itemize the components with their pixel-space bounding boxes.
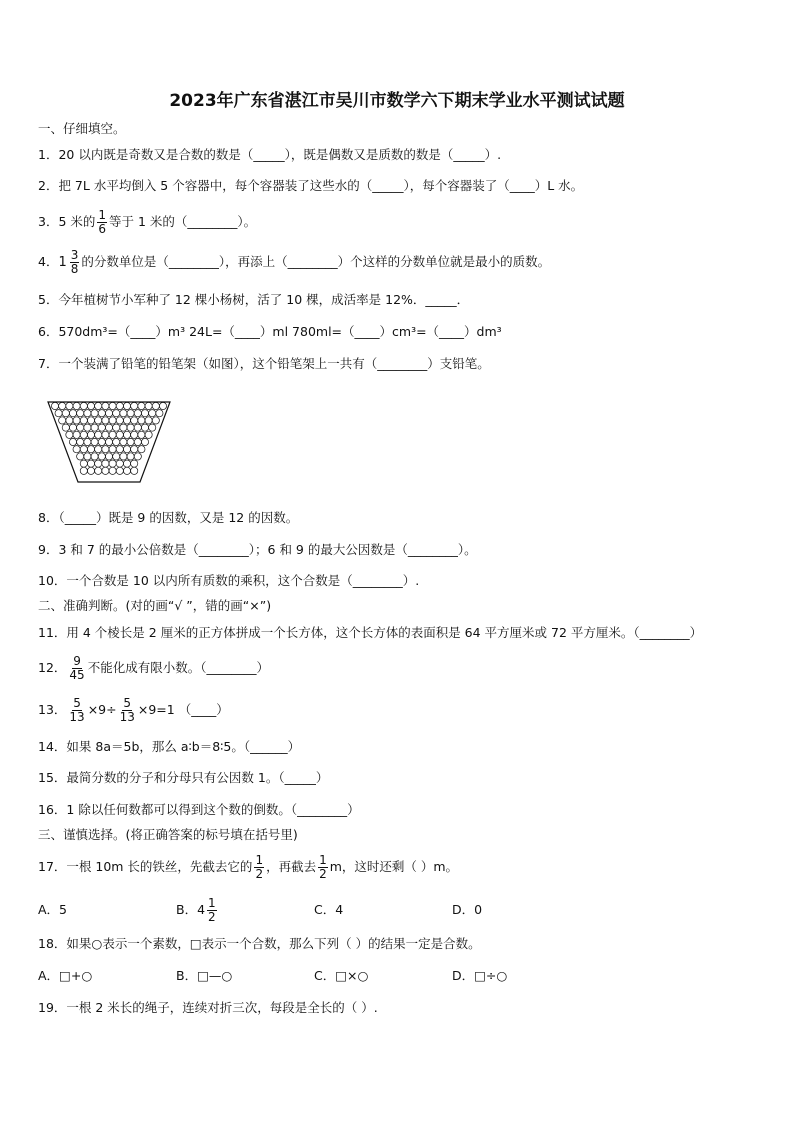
pencil-circle xyxy=(120,410,127,417)
question-11: 11．用 4 个棱长是 2 厘米的正方体拼成一个长方体，这个长方体的表面积是 64 平方厘米或 72 平方厘米。（________） xyxy=(38,625,703,640)
pencil-circle xyxy=(73,402,80,409)
option-b[interactable]: B．□—○ xyxy=(176,968,233,983)
pencil-circle xyxy=(123,402,130,409)
question-9: 9．3 和 7 的最小公倍数是（________）；6 和 9 的最大公因数是（________）。 xyxy=(38,542,477,557)
fraction: $\frac{5}{13}$ xyxy=(119,696,135,724)
pencil-circle xyxy=(77,438,84,445)
pencil-circle xyxy=(98,410,105,417)
pencil-circle xyxy=(127,424,134,431)
fraction: $\frac{1}{6}$ xyxy=(98,208,107,236)
pencil-circle xyxy=(73,446,80,453)
pencil-circle xyxy=(62,410,69,417)
pencil-circle xyxy=(98,453,105,460)
question-2: 2．把 7L 水平均倒入 5 个容器中，每个容器装了这些水的（_____），每个容器装了（____）L 水。 xyxy=(38,178,584,193)
pencil-circle xyxy=(66,417,73,424)
pencil-circle xyxy=(113,410,120,417)
pencil-circle xyxy=(51,402,58,409)
question-6: 6．570dm³=（____）m³ 24L=（____）ml 780ml=（____）cm³=（____）dm³ xyxy=(38,324,502,339)
option-a[interactable]: A．5 xyxy=(38,902,68,917)
pencil-circle xyxy=(84,424,91,431)
pencil-circle xyxy=(87,446,94,453)
pencil-circle xyxy=(102,431,109,438)
fraction: $\frac{1}{2}$ xyxy=(319,853,327,881)
pencil-circle xyxy=(102,446,109,453)
pencil-circle xyxy=(69,424,76,431)
pencil-circle xyxy=(66,431,73,438)
pencil-circle xyxy=(77,453,84,460)
pencil-circle xyxy=(138,402,145,409)
pencil-circle xyxy=(69,410,76,417)
pencil-circle xyxy=(138,431,145,438)
pencil-circle xyxy=(109,467,116,474)
pencil-circle xyxy=(131,446,138,453)
pencil-circle xyxy=(95,431,102,438)
pencil-circle xyxy=(120,453,127,460)
pencil-circle xyxy=(120,424,127,431)
pencil-circle xyxy=(113,424,120,431)
pencil-circle xyxy=(95,460,102,467)
fraction: $\frac{1}{2}$ xyxy=(255,853,264,881)
option-c[interactable]: C．□×○ xyxy=(314,968,369,983)
section-heading-2: 二、准确判断。(对的画“√ ”，错的画“×”) xyxy=(38,598,272,613)
pencil-circle xyxy=(77,410,84,417)
pencil-circle xyxy=(84,410,91,417)
fraction: $\frac{9}{45}$ xyxy=(69,654,85,682)
pencil-circle xyxy=(138,446,145,453)
pencil-circle xyxy=(123,417,130,424)
pencil-circle xyxy=(55,410,62,417)
pencil-circle xyxy=(95,467,102,474)
pencil-circle xyxy=(123,460,130,467)
pencil-circle xyxy=(105,410,112,417)
pencil-circle xyxy=(145,431,152,438)
pencil-circle xyxy=(123,446,130,453)
question-5: 5．今年植树节小军种了 12 棵小杨树，活了 10 棵，成活率是 12%．_____． xyxy=(38,292,470,307)
pencil-circle xyxy=(134,410,141,417)
pencil-circle xyxy=(80,417,87,424)
pencil-circle xyxy=(87,431,94,438)
pencil-circle xyxy=(98,424,105,431)
pencil-circle xyxy=(131,431,138,438)
pencil-circle xyxy=(77,424,84,431)
pencil-circle xyxy=(91,410,98,417)
pencil-circle xyxy=(113,453,120,460)
question-14: 14．如果 8a＝5b，那么 a∶b＝8∶5。（______） xyxy=(38,739,301,754)
pencil-circle xyxy=(156,410,163,417)
question-18-options xyxy=(38,968,590,984)
pencil-circle xyxy=(134,424,141,431)
pencil-circle xyxy=(113,438,120,445)
pencil-circle xyxy=(149,410,156,417)
pencil-circle xyxy=(127,438,134,445)
pencil-circle xyxy=(138,417,145,424)
option-c[interactable]: C．4 xyxy=(314,902,344,917)
question-1: 1．20 以内既是奇数又是合数的数是（_____），既是偶数又是质数的数是（_____）. xyxy=(38,147,502,162)
pencil-circle xyxy=(69,438,76,445)
question-3-text-a: 3．5 米的 xyxy=(38,214,96,229)
option-d[interactable]: D．0 xyxy=(452,902,483,917)
pencil-circle xyxy=(109,402,116,409)
pencil-circle xyxy=(134,453,141,460)
pencil-circle xyxy=(134,438,141,445)
pencil-circle xyxy=(73,431,80,438)
pencil-circle xyxy=(98,438,105,445)
pencil-circle xyxy=(91,424,98,431)
pencil-circle xyxy=(152,417,159,424)
question-17: 17．一根 10m 长的铁丝，先截去它的 $\frac{1}{2}$ ，再截去 $\frac{1}{2}$ m，这时还剩（ ）m。 xyxy=(38,853,459,881)
pencil-circle xyxy=(102,467,109,474)
pencil-circle xyxy=(84,453,91,460)
pencil-circle xyxy=(131,402,138,409)
pencil-circle xyxy=(105,438,112,445)
section-heading-3: 三、谨慎选择。(将正确答案的标号填在括号里) xyxy=(38,827,298,842)
option-d[interactable]: D．□÷○ xyxy=(452,968,508,983)
pencil-circle xyxy=(95,446,102,453)
pencil-circle xyxy=(105,453,112,460)
pencil-circle xyxy=(84,438,91,445)
pencil-circle xyxy=(59,402,66,409)
pencil-circle xyxy=(116,417,123,424)
pencil-circle xyxy=(116,431,123,438)
pencil-circle xyxy=(131,417,138,424)
pencil-circle xyxy=(116,460,123,467)
pencil-circle xyxy=(145,402,152,409)
pencil-circle xyxy=(131,460,138,467)
pencil-circle xyxy=(105,424,112,431)
pencil-circle xyxy=(80,460,87,467)
pencil-circle xyxy=(145,417,152,424)
pencil-circle xyxy=(80,446,87,453)
question-4: 4． 1 $\frac{3}{8}$ 的分数单位是（________），再添上（________）个这样的分数单位就是最小的质数。 xyxy=(38,248,551,276)
page-title: 2023年广东省湛江市吴川市数学六下期末学业水平测试试题 xyxy=(169,91,625,111)
pencil-circle xyxy=(102,460,109,467)
pencil-circle xyxy=(127,410,134,417)
fraction: $\frac{5}{13}$ xyxy=(69,696,85,724)
question-15: 15．最简分数的分子和分母只有公因数 1。（_____） xyxy=(38,770,329,785)
pencil-circle xyxy=(80,431,87,438)
question-19: 19．一根 2 米长的绳子，连续对折三次，每段是全长的（ ）. xyxy=(38,1000,378,1015)
question-17-options xyxy=(38,895,590,925)
question-13: 13． $\frac{5}{13}$ ×9÷ $\frac{5}{13}$ ×9=1 （____） xyxy=(38,696,229,724)
pencil-circle xyxy=(123,431,130,438)
pencil-circle xyxy=(102,402,109,409)
section-heading-1: 一、仔细填空。 xyxy=(38,121,126,136)
question-3 xyxy=(38,208,256,236)
pencil-circle xyxy=(109,446,116,453)
option-b[interactable]: B．4 $\frac{1}{2}$ xyxy=(176,896,216,924)
question-3-text-b: 等于 1 米的（________）。 xyxy=(109,214,257,229)
pencil-holder-figure xyxy=(46,400,172,484)
pencil-circle xyxy=(149,424,156,431)
pencil-circle xyxy=(87,402,94,409)
pencil-circle xyxy=(141,438,148,445)
question-12: 12． $\frac{9}{45}$ 不能化成有限小数。（________） xyxy=(38,654,269,682)
pencil-circle xyxy=(87,467,94,474)
pencil-circle xyxy=(73,417,80,424)
question-18: 18．如果○表示一个素数，□表示一个合数，那么下列（ ）的结果一定是合数。 xyxy=(38,936,481,951)
pencil-circle xyxy=(123,467,130,474)
pencil-circle xyxy=(152,402,159,409)
pencil-circle xyxy=(131,467,138,474)
pencil-circle xyxy=(95,417,102,424)
mixed-number: 1 $\frac{3}{8}$ xyxy=(58,248,79,276)
pencil-circle xyxy=(66,402,73,409)
pencil-circle xyxy=(116,402,123,409)
fraction: $\frac{1}{2}$ xyxy=(208,896,216,924)
pencil-circle xyxy=(120,438,127,445)
pencil-circle xyxy=(87,417,94,424)
question-8: 8．（_____）既是 9 的因数，又是 12 的因数。 xyxy=(38,510,299,525)
pencil-circle xyxy=(91,453,98,460)
pencil-circle xyxy=(95,402,102,409)
pencil-circle xyxy=(102,417,109,424)
option-a[interactable]: A．□+○ xyxy=(38,968,93,983)
pencil-circle xyxy=(141,424,148,431)
pencil-circle xyxy=(116,467,123,474)
pencil-circle xyxy=(91,438,98,445)
pencil-circle xyxy=(62,424,69,431)
pencil-circle xyxy=(87,460,94,467)
pencil-circle xyxy=(127,453,134,460)
question-7: 7．一个装满了铅笔的铅笔架（如图），这个铅笔架上一共有（________）支铅笔。 xyxy=(38,356,490,371)
pencil-circle xyxy=(116,446,123,453)
pencil-circle xyxy=(109,460,116,467)
pencil-circle xyxy=(80,402,87,409)
question-16: 16．1 除以任何数都可以得到这个数的倒数。（________） xyxy=(38,802,360,817)
pencil-circle xyxy=(159,402,166,409)
pencil-circle xyxy=(59,417,66,424)
pencil-circle xyxy=(109,431,116,438)
pencil-circle xyxy=(80,467,87,474)
question-10: 10．一个合数是 10 以内所有质数的乘积，这个合数是（________）. xyxy=(38,573,420,588)
pencil-circle xyxy=(109,417,116,424)
pencil-circle xyxy=(141,410,148,417)
